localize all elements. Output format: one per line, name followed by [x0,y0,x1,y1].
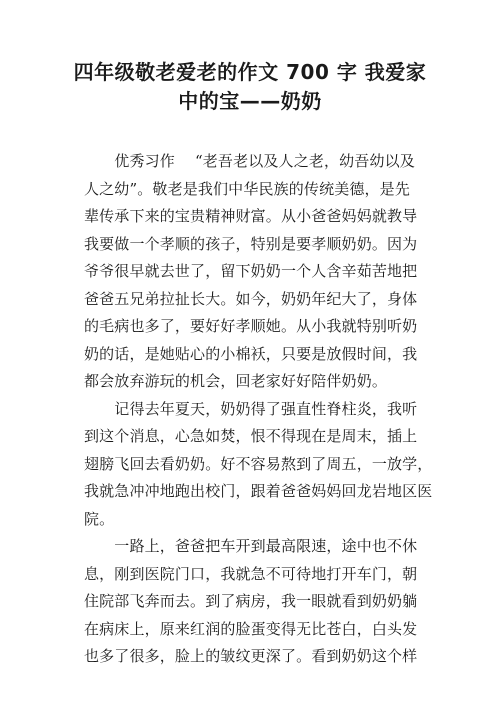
body-line: 爷爷很早就去世了，留下奶奶一个人含辛茹苦地把 [84,262,418,280]
body-line: 奶的话，是她贴心的小棉袄，只要是放假时间，我 [84,344,418,363]
body-line: 人之幼”。敬老是我们中华民族的传统美德，是先 [84,179,410,198]
body-line: 一路上，爸爸把车开到最高限速，途中也不休 [84,537,418,555]
article-title-line-2: 中的宝——奶奶 [178,89,322,113]
body-line: 优秀习作 “老吾老以及人之老，幼吾幼以及 [84,152,415,170]
body-line: 息，刚到医院门口，我就急不可待地打开车门，朝 [84,564,418,583]
article-body [84,148,433,671]
body-line: 也多了很多，脸上的皱纹更深了。看到奶奶这个样 [84,647,418,665]
body-line: 我就急冲冲地跑出校门，跟着爸爸妈妈回龙岩地区医 [84,482,433,500]
body-line: 住院部飞奔而去。到了病房，我一眼就看到奶奶躺 [84,592,418,610]
body-line: 的毛病也多了，要好好孝顺她。从小我就特别听奶 [84,317,418,335]
body-line: 到这个消息，心急如焚，恨不得现在是周末，插上 [84,427,418,445]
body-line: 我要做一个孝顺的孩子，特别是要孝顺奶奶。因为 [84,234,418,253]
body-line: 在病床上，原来红润的脸蛋变得无比苍白，白头发 [84,619,418,638]
article-title-line-1: 四年级敬老爱老的作文 700 字 我爱家 [73,60,427,84]
body-line: 辈传承下来的宝贵精神财富。从小爸爸妈妈就教导 [84,207,418,225]
body-line: 爸爸五兄弟拉扯长大。如今，奶奶年纪大了，身体 [84,289,418,308]
body-line: 翅膀飞回去看奶奶。好不容易熬到了周五，一放学， [84,454,433,473]
body-line: 记得去年夏天，奶奶得了强直性脊柱炎，我听 [84,399,418,418]
body-line: 院。 [84,509,115,528]
body-line: 都会放弃游玩的机会，回老家好好陪伴奶奶。 [84,372,388,390]
